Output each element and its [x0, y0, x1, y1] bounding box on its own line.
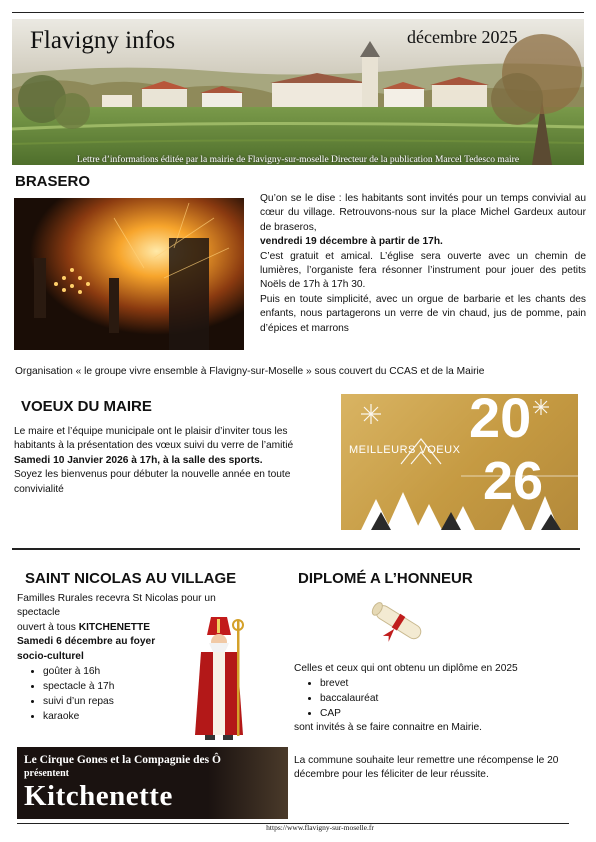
poster-present: présentent	[24, 768, 69, 779]
diplome-list	[294, 676, 584, 721]
card-year-bottom: 26	[483, 451, 544, 511]
list-item: • goûter à 16h	[43, 664, 237, 679]
poster-presenters: Le Cirque Gones et la Compagnie des Ô	[24, 754, 221, 766]
nicolas-heading: SAINT NICOLAS AU VILLAGE	[25, 570, 237, 587]
nicolas-paragraph-2: ouvert à tous	[17, 621, 79, 633]
top-rule	[12, 12, 584, 13]
card-year-top: 20	[469, 394, 532, 449]
newsletter-date: décembre 2025	[407, 27, 518, 47]
brasero-paragraph-3: Puis en toute simplicité, avec un orgue de barbarie et les chants des enfants, nous partagerons un verre de vin chaud, jus de pomme, pain d’épices et marrons	[260, 293, 586, 334]
diplome-text	[294, 662, 584, 736]
list-item: • baccalauréat	[320, 691, 584, 706]
nicolas-paragraph-1: Familles Rurales recevra St Nicolas pour un spectacle	[17, 593, 216, 619]
diplome-paragraph-2: sont invités à se faire connaitre en Mairie.	[294, 722, 482, 734]
list-item: • suivi d’un repas	[43, 694, 237, 709]
voeux-text	[14, 425, 296, 497]
brasero-photo	[14, 198, 244, 350]
greeting-card	[341, 394, 578, 530]
list-item: • spectacle à 17h	[43, 679, 237, 694]
kitchenette-poster	[17, 747, 288, 819]
card-greeting-text: MEILLEURS VOEUX	[349, 444, 461, 456]
nicolas-show-name: KITCHENETTE	[78, 621, 151, 633]
list-item: • brevet	[320, 676, 584, 691]
voeux-heading: VOEUX DU MAIRE	[21, 398, 152, 415]
header-banner	[12, 19, 584, 165]
footer-url[interactable]: https://www.flavigny-sur-moselle.fr	[266, 823, 374, 832]
banner-caption: Lettre d’informations éditée par la mairie de Flavigny-sur-moselle Directeur de la publication Marcel Tedesco maire	[76, 155, 520, 165]
diplome-heading: DIPLOMÉ A L’HONNEUR	[298, 570, 473, 587]
brasero-organisation: Organisation « le groupe vivre ensemble à Flavigny-sur-Moselle » sous couvert du CCAS et de la Mairie	[15, 366, 485, 377]
diploma-scroll-icon	[365, 597, 431, 649]
diplome-paragraph-3: La commune souhaite leur remettre une récompense le 20 décembre pour les féliciter de leur réussite.	[294, 755, 559, 781]
brasero-heading: BRASERO	[15, 173, 91, 190]
brasero-paragraph-2: C’est gratuit et amical. L’église sera ouverte avec un chemin de lumières, l’organiste fera résonner l’instrument pour jouer des petits Noëls de 17h à 17h 30.	[260, 250, 586, 291]
nicolas-date: Samedi 6 décembre au foyer socio-culturel	[17, 636, 156, 662]
voeux-paragraph-1: Le maire et l’équipe municipale ont le plaisir d’inviter tous les habitants à la présentation des vœux suivi du verre de l’amitié	[14, 426, 294, 452]
brasero-date: vendredi 19 décembre à partir de 17h.	[260, 236, 443, 248]
newsletter-title: Flavigny infos	[30, 27, 176, 54]
saint-nicolas-figure	[191, 617, 247, 742]
voeux-date: Samedi 10 Janvier 2026 à 17h, à la salle des sports.	[14, 454, 263, 466]
poster-title: Kitchenette	[24, 780, 173, 812]
diplome-paragraph-1: Celles et ceux qui ont obtenu un diplôme en 2025	[294, 663, 518, 674]
brasero-paragraph-1: Qu’on se le dise : les habitants sont invités pour un temps convivial au cœur du village. Retrouvons-nous sur la place Michel Gardeux autour de braseros,	[260, 193, 586, 233]
brasero-text	[260, 192, 586, 336]
list-item: • karaoke	[43, 709, 237, 724]
section-rule	[12, 548, 580, 550]
voeux-paragraph-2: Soyez les bienvenus pour débuter la nouvelle année en toute convivialité	[14, 469, 291, 495]
list-item: • CAP	[320, 706, 584, 721]
